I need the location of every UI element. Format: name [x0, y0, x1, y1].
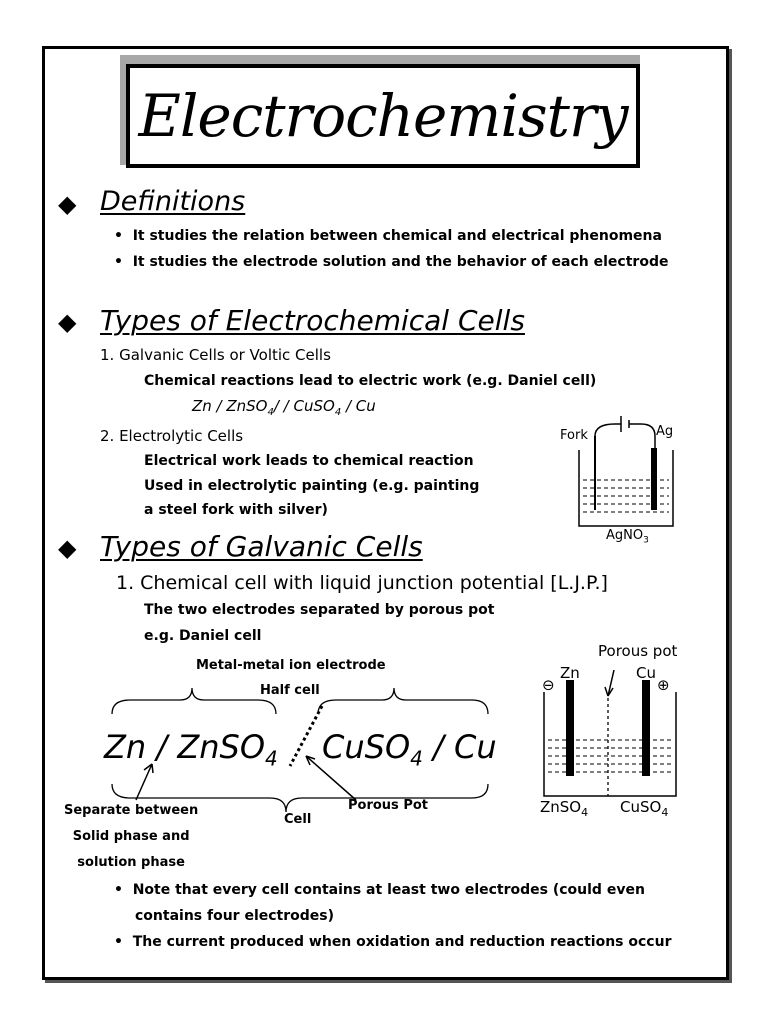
- negative-icon: ⊖: [542, 676, 555, 694]
- cell-label: Cell: [284, 812, 312, 827]
- metal-ion-label: Metal-metal ion electrode: [196, 658, 386, 673]
- list-item: 1. Chemical cell with liquid junction potential [L.J.P.]: [116, 572, 608, 594]
- list-item: • Note that every cell contains at least two electrodes (could even: [114, 882, 645, 898]
- porous-pot-label: Porous Pot: [348, 798, 428, 813]
- page-title: Electrochemistry: [138, 82, 628, 150]
- agno3-label: AgNO$_3$: [606, 528, 649, 546]
- item-description: Chemical reactions lead to electric work (e.g. Daniel cell): [144, 373, 597, 389]
- fork-label: Fork: [560, 428, 588, 443]
- positive-icon: ⊕: [657, 676, 670, 694]
- daniel-cell-diagram: [530, 640, 700, 820]
- definitions-heading: Definitions: [100, 186, 246, 217]
- diamond-bullet-icon: ◆: [58, 308, 77, 336]
- diamond-bullet-icon: ◆: [58, 190, 77, 218]
- item-description: Electrical work leads to chemical reaction: [144, 453, 474, 469]
- cu-label: Cu: [636, 664, 656, 682]
- diamond-bullet-icon: ◆: [58, 534, 77, 562]
- list-item: 1. Galvanic Cells or Voltic Cells: [100, 346, 331, 364]
- list-item-continued: contains four electrodes): [135, 908, 335, 924]
- item-description: Used in electrolytic painting (e.g. painting: [144, 478, 480, 494]
- porous-pot-diagram-label: Porous pot: [598, 642, 678, 660]
- znso4-label: ZnSO$_4$: [540, 798, 589, 819]
- zn-label: Zn: [560, 664, 580, 682]
- item-description: a steel fork with silver): [144, 502, 328, 518]
- half-cell-label: Half cell: [260, 683, 320, 698]
- types-cells-heading: Types of Electrochemical Cells: [100, 304, 525, 337]
- item-description: The two electrodes separated by porous pot: [144, 602, 495, 618]
- cell-left-notation: Zn / ZnSO$_4$: [104, 728, 278, 771]
- cuso4-label: CuSO$_4$: [620, 798, 669, 819]
- cell-right-notation: CuSO$_4$ / Cu: [322, 728, 497, 771]
- item-description: e.g. Daniel cell: [144, 628, 262, 644]
- separate-label: Separate between Solid phase and solution phase: [64, 803, 199, 870]
- list-item: • It studies the relation between chemical and electrical phenomena: [114, 228, 662, 244]
- ag-label: Ag: [656, 424, 674, 439]
- cell-notation: Zn / ZnSO$_4$/ / CuSO$_4$ / Cu: [192, 397, 376, 418]
- title-box: [126, 64, 640, 168]
- list-item: • It studies the electrode solution and the behavior of each electrode: [114, 254, 669, 270]
- galvanic-heading: Types of Galvanic Cells: [100, 530, 423, 563]
- list-item: 2. Electrolytic Cells: [100, 427, 244, 445]
- list-item: • The current produced when oxidation and reduction reactions occur: [114, 934, 672, 950]
